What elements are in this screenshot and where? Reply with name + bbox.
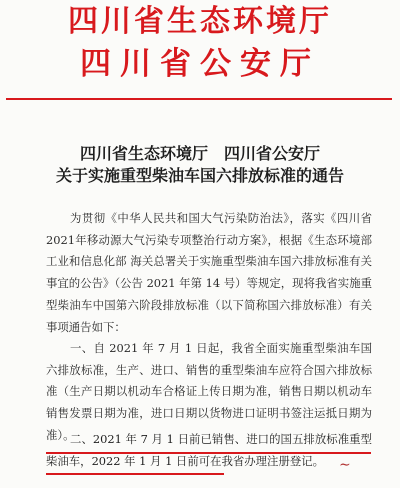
letterhead-divider [6, 98, 392, 100]
notice-title-line-1: 四川省生态环境厅 四川省公安厅 [79, 144, 320, 163]
letterhead-line-2: 四川省公安厅 [80, 46, 320, 82]
intro-paragraph: 为贯彻《中华人民共和国大气污染防治法》，落实《四川省2021年移动源大气污染专项整治行动方案》，根据《生态环境部 工业和信息化部 海关总署关于实施重型柴油车国六排放标准有关事宜的公告》（公告 2021 年第 14 号）等规定，现将我省实施重型柴油车中国第六阶段排放标准（以下简称国六排放标准）有关事项通告如下： [46, 211, 372, 334]
highlight-underline [46, 473, 224, 475]
letterhead-line-1: 四川省生态环境厅 [68, 4, 332, 39]
notice-title-line-2: 关于实施重型柴油车国六排放标准的通告 [55, 166, 344, 185]
item-two-paragraph: 二、2021 年 7 月 1 日前已销售、进口的国五排放标准重型柴油车，2022 年 1 月 1 日前可在我省办理注册登记。 [46, 432, 372, 468]
item-one-paragraph: 一、自 2021 年 7 月 1 日起，我省全面实施重型柴油车国六排放标准，生产、进口、销售的重型柴油车应符合国六排放标准（生产日期以机动车合格证上传日期为准，销售日期以机动车销售发票日期为准，进口日期以货物进口证明书签注运抵日期为准）。 [46, 341, 372, 442]
highlight-underline [46, 452, 371, 454]
handwritten-mark: ∼ [339, 457, 351, 473]
